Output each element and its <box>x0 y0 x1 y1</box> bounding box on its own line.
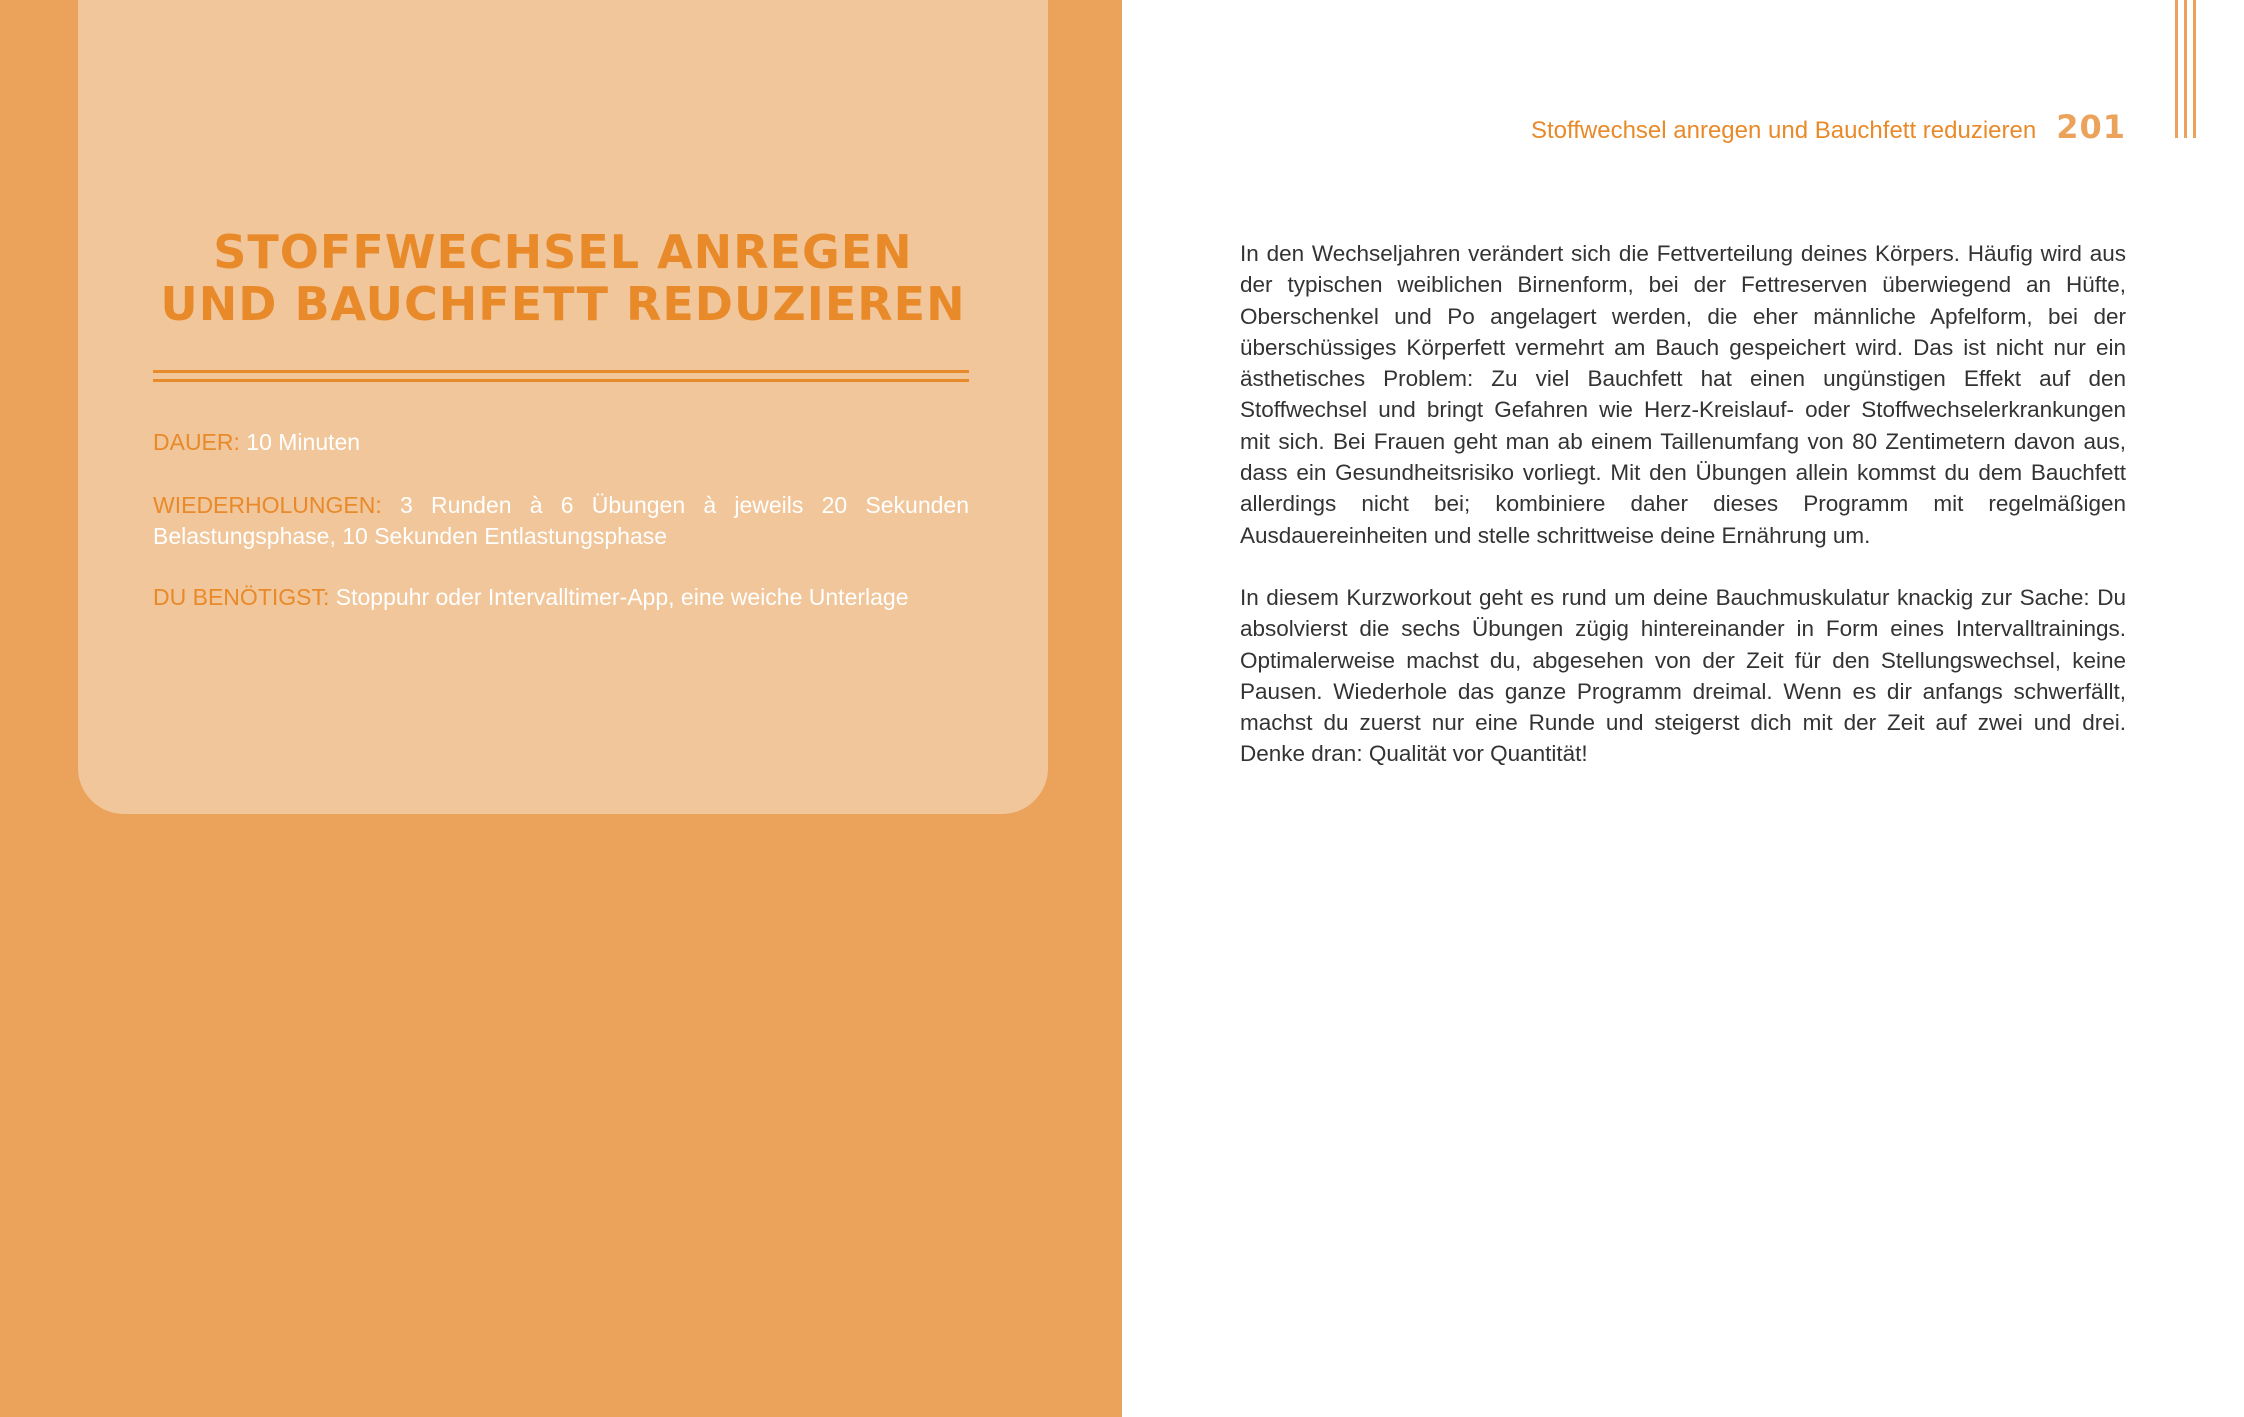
repetitions-label: WIEDERHOLUNGEN: <box>153 492 382 518</box>
equipment-value: Stoppuhr oder Intervalltimer-App, eine weiche Unterlage <box>335 584 909 610</box>
title-divider-bottom <box>153 379 969 382</box>
info-card <box>78 0 1048 814</box>
edge-line <box>2175 0 2178 138</box>
edge-line <box>2193 0 2196 138</box>
edge-line <box>2184 0 2187 138</box>
title-line-2: UND BAUCHFETT REDUZIEREN <box>160 277 966 331</box>
equipment-info <box>153 582 969 613</box>
page-title <box>78 226 1048 330</box>
repetitions-info <box>153 490 969 552</box>
page-number: 201 <box>2056 108 2126 146</box>
page-edge-decoration <box>2164 0 2244 138</box>
duration-value: 10 Minuten <box>246 429 361 455</box>
body-paragraph-2: In diesem Kurzworkout geht es rund um deine Bauchmuskulatur knackig zur Sache: Du absolvierst die sechs Übungen zügig hintereinander in Form eines Intervalltrainings. Optimalerweise machst du, abgesehen von der Zeit für den Stellungswechsel, keine Pausen. Wiederhole das ganze Programm dreimal. Wenn es dir anfangs schwerfällt, machst du zuerst nur eine Runde und steigerst dich mit der Zeit auf zwei und drei. Denke dran: Qualität vor Quantität! <box>1240 584 2126 767</box>
body-text <box>1240 238 2126 801</box>
running-header-title: Stoffwechsel anregen und Bauchfett reduzieren <box>1530 117 2037 144</box>
duration-info <box>153 427 969 458</box>
duration-label: DAUER: <box>153 429 240 455</box>
equipment-label: DU BENÖTIGST: <box>153 584 330 610</box>
title-divider-top <box>153 370 969 373</box>
body-paragraph-1: In den Wechseljahren verändert sich die Fettverteilung deines Körpers. Häufig wird aus der typischen weiblichen Birnenform, bei der Fettreserven überwiegend an Hüfte, Oberschenkel und Po angelagert werden, die eher männliche Apfelform, bei der überschüssiges Körperfett vermehrt am Bauch gespeichert wird. Das ist nicht nur ein ästhetisches Problem: Zu viel Bauchfett hat einen ungünstigen Effekt auf den Stoffwechsel und bringt Gefahren wie Herz-Kreislauf- oder Stoffwechselerkrankungen mit sich. Bei Frauen geht man ab einem Taillenumfang von 80 Zentimetern davon aus, dass ein Gesundheitsrisiko vorliegt. Mit den Übungen allein kommst du dem Bauchfett allerdings nicht bei; kombiniere daher dieses Programm mit regelmäßigen Ausdauereinheiten und stelle schrittweise deine Ernährung um. <box>1240 241 2126 548</box>
title-line-1: STOFFWECHSEL ANREGEN <box>213 225 913 279</box>
repetitions-value: 3 Runden à 6 Übungen à jeweils 20 Sekunden Belastungsphase, 10 Sekunden Entlastungsphase <box>153 492 969 549</box>
running-header <box>1531 108 2126 148</box>
